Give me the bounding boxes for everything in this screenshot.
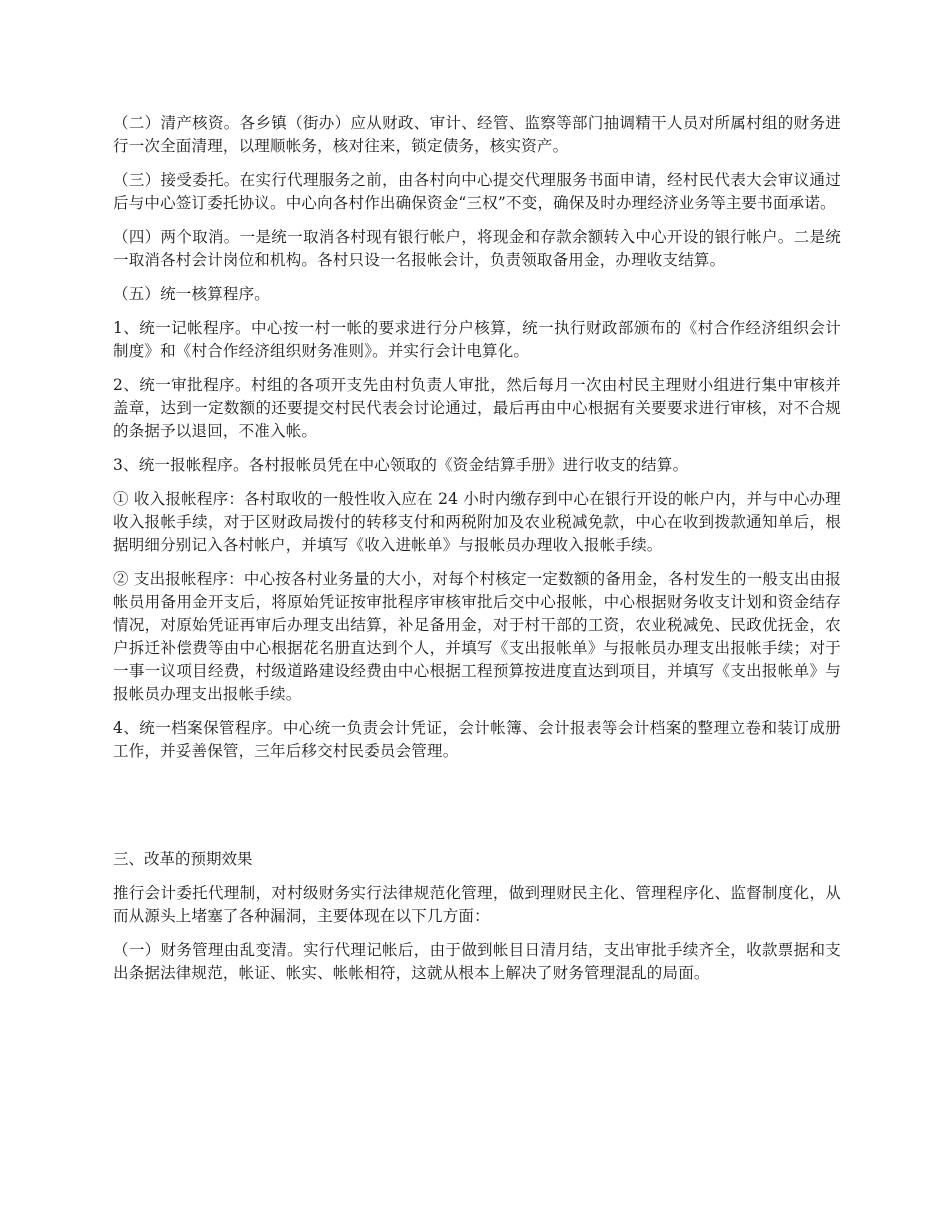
paragraph-reform-intro: 推行会计委托代理制，对村级财务实行法律规范化管理，做到理财民主化、管理程序化、监督制度化，从而从源头上堵塞了各种漏洞，主要体现在以下几方面： [113,884,841,925]
paragraph-asset-check: （二）清产核资。各乡镇（街办）应从财政、审计、经管、监察等部门抽调精干人员对所属村组的财务进行一次全面清理，以理顺帐务，核对往来，锁定债务，核实资产。 [113,114,841,155]
section-gap [113,774,841,848]
paragraph-income-reimbursement: ① 收入报帐程序：各村取收的一般性收入应在 24 小时内缴存到中心在银行开设的帐户内，并与中心办理收入报帐手续，对于区财政局拨付的转移支付和两税附加及农业税减免款，中心在收到拨款通知单后，根据明细分别记入各村帐户，并填写《收入进帐单》与报帐员办理收入报帐手续。 [113,490,841,554]
paragraph-approval-procedure: 2、统一审批程序。村组的各项开支先由村负责人审批，然后每月一次由村民主理财小组进行集中审核并盖章，达到一定数额的还要提交村民代表会讨论通过，最后再由中心根据有关要要求进行审核，对不合规的条据予以退回，不准入帐。 [113,376,841,440]
paragraph-two-cancellations: （四）两个取消。一是统一取消各村现有银行帐户，将现金和存款余额转入中心开设的银行帐户。二是统一取消各村会计岗位和机构。各村只设一名报帐会计，负责领取备用金，办理收支结算。 [113,228,841,269]
document-page [113,112,841,996]
paragraph-financial-clarity: （一）财务管理由乱变清。实行代理记帐后，由于做到帐目日清月结，支出审批手续齐全，收款票据和支出条据法律规范，帐证、帐实、帐帐相符，这就从根本上解决了财务管理混乱的局面。 [113,941,841,982]
paragraph-accept-commission: （三）接受委托。在实行代理服务之前，由各村向中心提交代理服务书面申请，经村民代表大会审议通过后与中心签订委托协议。中心向各村作出确保资金“三权”不变，确保及时办理经济业务等主要书面承诺。 [113,171,841,212]
section-heading: 三、改革的预期效果 [113,850,253,868]
paragraph-bookkeeping-procedure: 1、统一记帐程序。中心按一村一帐的要求进行分户核算，统一执行财政部颁布的《村合作经济组织会计制度》和《村合作经济组织财务准则》。并实行会计电算化。 [113,319,841,360]
paragraph-archive-procedure: 4、统一档案保管程序。中心统一负责会计凭证，会计帐簿、会计报表等会计档案的整理立卷和装订成册工作，并妥善保管，三年后移交村民委员会管理。 [113,719,841,760]
paragraph-unified-procedure: （五）统一核算程序。 [113,285,271,303]
paragraph-reimbursement-procedure: 3、统一报帐程序。各村报帐员凭在中心领取的《资金结算手册》进行收支的结算。 [113,456,689,474]
paragraph-expense-reimbursement: ② 支出报帐程序：中心按各村业务量的大小，对每个村核定一定数额的备用金，各村发生的一般支出由报帐员用备用金开支后，将原始凭证按审批程序审核审批后交中心报帐，中心根据财务收支计划和资金结存情况，对原始凭证再审后办理支出结算，补足备用金，对于村干部的工资，农业税减免、民政优抚金，农户拆迁补偿费等由中心根据花名册直达到个人，并填写《支出报帐单》与报帐员办理支出报帐手续；对于一事一议项目经费，村级道路建设经费由中心根据工程预算按进度直达到项目，并填写《支出报帐单》与报帐员办理支出报帐手续。 [113,570,841,703]
